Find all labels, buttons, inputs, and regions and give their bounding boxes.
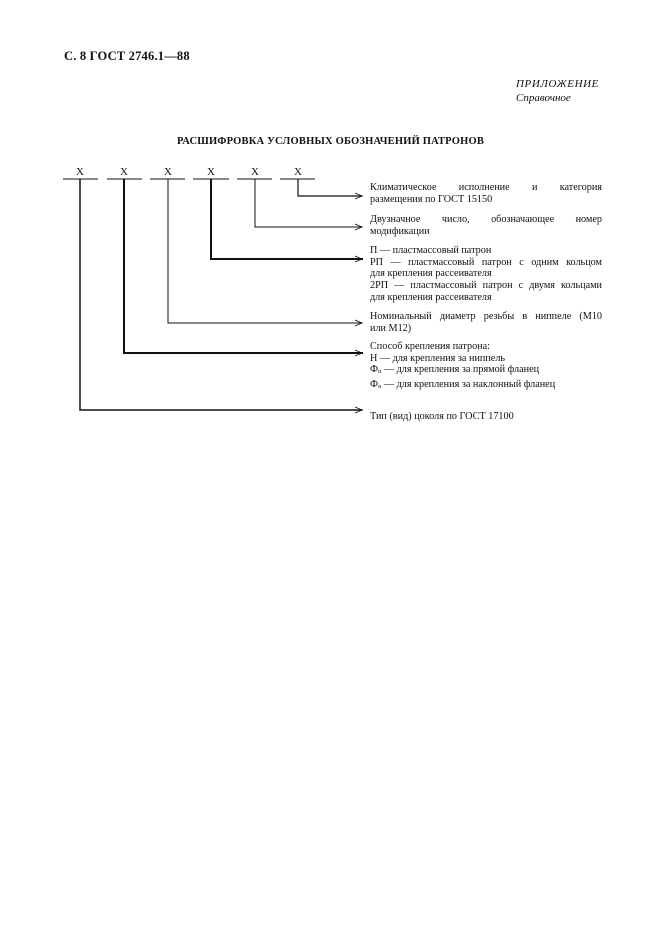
desc-climate-line-1: Климатическое исполнение и категория bbox=[370, 182, 602, 193]
code-letter-2: X bbox=[120, 166, 128, 178]
desc-mounting-straight bbox=[370, 364, 602, 379]
inclined-letter: Ф bbox=[370, 379, 379, 391]
leader-modification bbox=[255, 180, 362, 227]
desc-thread-line-2: или М12) bbox=[370, 322, 412, 334]
desc-material-line-2: РП — пластмассовый патрон с одним кольцом bbox=[370, 256, 602, 268]
desc-mounting-heading: Способ крепления патрона: bbox=[370, 341, 490, 352]
code-letter-6: X bbox=[294, 166, 302, 178]
inclined-subscript: н bbox=[378, 384, 382, 391]
desc-mounting bbox=[370, 341, 602, 394]
desc-thread-line-1: Номинальный диаметр резьбы в ниппеле (М10 bbox=[370, 311, 602, 322]
desc-modification-line-2: модификации bbox=[370, 225, 430, 237]
page-header: С. 8 ГОСТ 2746.1—88 bbox=[64, 49, 190, 63]
desc-mounting-nipple: Н — для крепления за ниппель bbox=[370, 352, 506, 364]
desc-material-line-1: П — пластмассовый патрон bbox=[370, 245, 492, 256]
appendix-note: Справочное bbox=[516, 92, 571, 104]
desc-material-line-5: для крепления рассеивателя bbox=[370, 291, 492, 303]
desc-thread bbox=[370, 311, 602, 334]
code-letter-3: X bbox=[164, 166, 172, 178]
straight-letter: Ф bbox=[370, 364, 379, 376]
desc-base: Тип (вид) цоколя по ГОСТ 17100 bbox=[370, 411, 514, 422]
leader-material bbox=[211, 180, 362, 259]
leader-mounting bbox=[124, 180, 362, 353]
desc-climate-line-2: размещения по ГОСТ 15150 bbox=[370, 193, 493, 205]
desc-climate bbox=[370, 182, 602, 205]
desc-material-line-4: 2РП — пластмассовый патрон с двумя кольцами bbox=[370, 280, 602, 292]
code-letter-4: X bbox=[207, 166, 215, 178]
desc-material-line-3: для крепления рассеивателя bbox=[370, 268, 492, 280]
leader-base bbox=[80, 180, 362, 410]
straight-subscript: п bbox=[378, 369, 382, 376]
appendix-label: ПРИЛОЖЕНИЕ bbox=[516, 78, 599, 90]
desc-mounting-inclined bbox=[370, 379, 602, 394]
inclined-text: — для крепления за наклонный фланец bbox=[381, 379, 556, 391]
desc-modification bbox=[370, 214, 602, 237]
code-letter-1: X bbox=[76, 166, 84, 178]
desc-material bbox=[370, 245, 602, 304]
desc-modification-line-1: Двузначное число, обозначающее номер bbox=[370, 214, 602, 225]
page-title: РАСШИФРОВКА УСЛОВНЫХ ОБОЗНАЧЕНИЙ ПАТРОНОВ bbox=[176, 136, 485, 147]
leader-climate bbox=[298, 180, 362, 196]
leader-thread bbox=[168, 180, 362, 323]
code-letter-5: X bbox=[251, 166, 259, 178]
straight-text: — для крепления за прямой фланец bbox=[381, 364, 540, 376]
